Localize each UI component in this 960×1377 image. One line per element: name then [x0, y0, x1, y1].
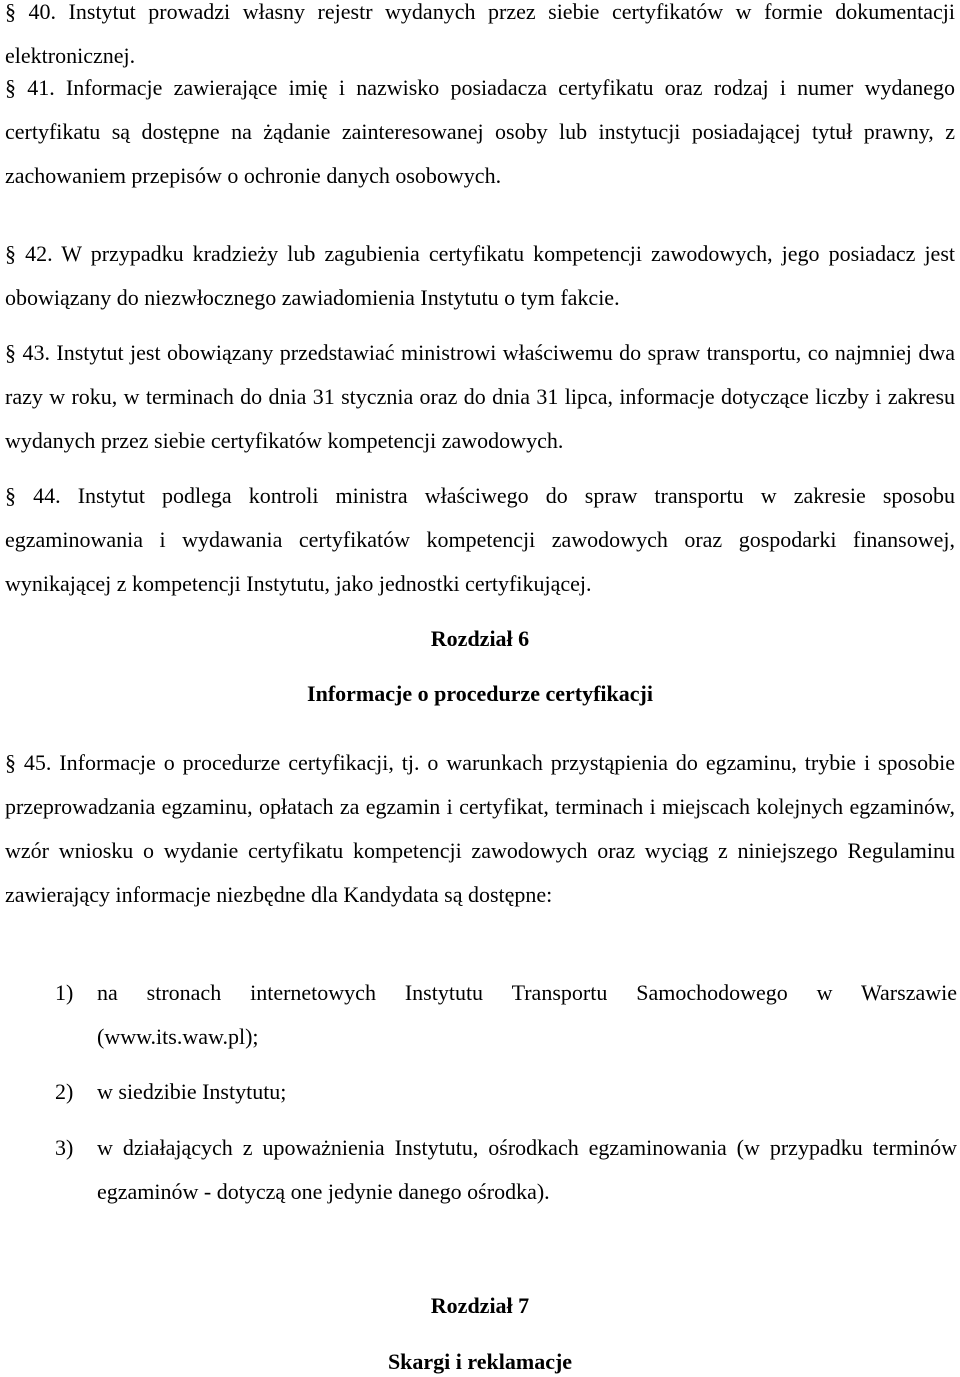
paragraph-text: 44. Instytut podlega kontroli ministra właściwego do spraw transportu w zakresie sposobu egzaminowania i wydawania certyfikatów kompetencji zawodowych oraz gospodarki finansowej, wynikającej z kompetencji Instytutu, jako jednostki certyfikującej. — [5, 483, 955, 596]
list-text: na stronach internetowych Instytutu Transportu Samochodowego w Warszawie (www.its.waw.pl); — [97, 980, 957, 1049]
paragraph-text: 41. Informacje zawierające imię i nazwisko posiadacza certyfikatu oraz rodzaj i numer wydanego certyfikatu są dostępne na żądanie zainteresowanej osoby lub instytucji posiadającej tytuł prawny, z zachowaniem przepisów o ochronie danych osobowych. — [5, 75, 955, 188]
paragraph-44 — [5, 474, 955, 606]
paragraph-43 — [5, 331, 955, 463]
list-item-2 — [55, 1070, 957, 1114]
list-number: 3) — [55, 1135, 74, 1160]
list-item-1 — [55, 971, 957, 1059]
chapter-6-title: Informacje o procedurze certyfikacji — [307, 681, 653, 706]
section-sign: § — [5, 340, 16, 365]
paragraph-42 — [5, 232, 955, 320]
list-number: 1) — [55, 980, 74, 1005]
paragraph-text: 43. Instytut jest obowiązany przedstawiać ministrowi właściwemu do spraw transportu, co najmniej dwa razy w roku, w terminach do dnia 31 stycznia oraz do dnia 31 lipca, informacje dotyczące liczby i zakresu wydanych przez siebie certyfikatów kompetencji zawodowych. — [5, 340, 955, 453]
list-number: 2) — [55, 1079, 74, 1104]
paragraph-text: 40. Instytut prowadzi własny rejestr wydanych przez siebie certyfikatów w formie dokumentacji elektronicznej. — [5, 0, 956, 68]
section-sign: § — [5, 75, 16, 100]
section-sign: § — [5, 750, 16, 775]
chapter-7-number: Rozdział 7 — [430, 1293, 530, 1318]
section-sign: § — [5, 0, 16, 24]
list-text: w siedzibie Instytutu; — [97, 1079, 287, 1104]
list-text: w działających z upoważnienia Instytutu, ośrodkach egzaminowania (w przypadku terminów egzaminów - dotyczą one jedynie danego ośrodka). — [97, 1135, 957, 1204]
section-sign: § — [5, 483, 16, 508]
chapter-6-number: Rozdział 6 — [430, 626, 530, 651]
paragraph-45 — [5, 741, 955, 917]
list-item-3 — [55, 1126, 957, 1214]
paragraph-41 — [5, 66, 955, 198]
paragraph-text: 45. Informacje o procedurze certyfikacji, tj. o warunkach przystąpienia do egzaminu, trybie i sposobie przeprowadzania egzaminu, opłatach za egzamin i certyfikat, terminach i miejscach kolejnych egzaminów, wzór wniosku o wydanie certyfikatu kompetencji zawodowych oraz wyciąg z niniejszego Regulaminu zawierający informacje niezbędne dla Kandydata są dostępne: — [5, 750, 955, 907]
section-sign: § — [5, 241, 16, 266]
chapter-7-title: Skargi i reklamacje — [387, 1349, 573, 1374]
paragraph-text: 42. W przypadku kradzieży lub zagubienia certyfikatu kompetencji zawodowych, jego posiadacz jest obowiązany do niezwłocznego zawiadomienia Instytutu o tym fakcie. — [5, 241, 955, 310]
